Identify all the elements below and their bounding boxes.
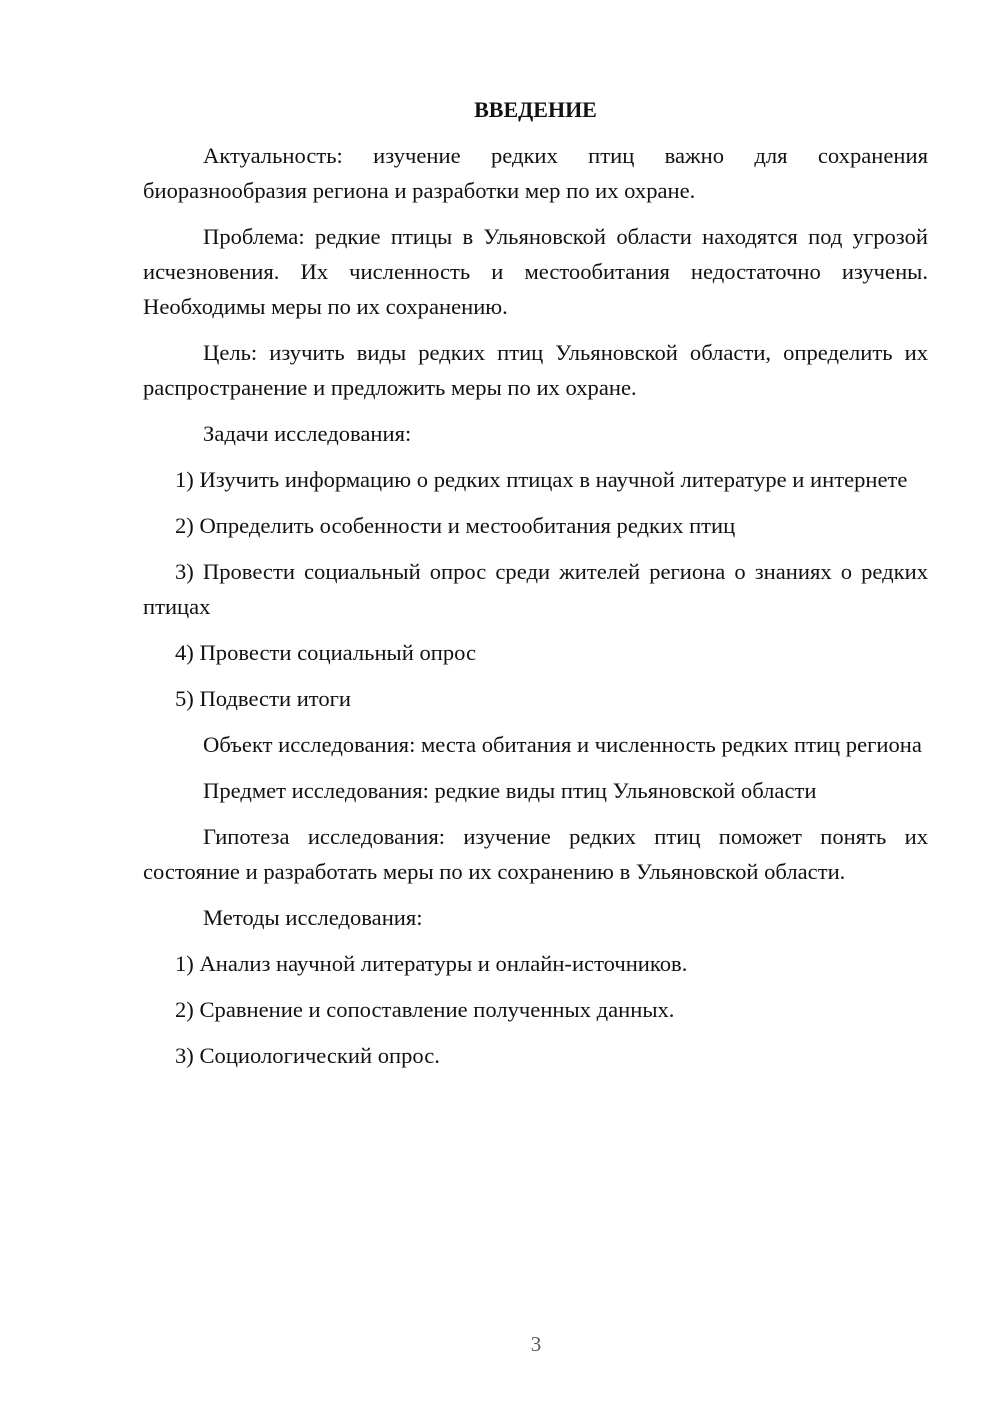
object-paragraph: Объект исследования: места обитания и численность редких птиц региона	[203, 732, 922, 757]
problem-paragraph: Проблема: редкие птицы в Ульяновской области находятся под угрозой исчезновения. Их численность и местообитания недостаточно изучены. Необходимы меры по их сохранению.	[143, 224, 928, 319]
task-item-3: 3) Провести социальный опрос среди жителей региона о знаниях о редких птицах	[143, 559, 928, 619]
method-item-3: 3) Социологический опрос.	[175, 1043, 440, 1068]
section-title: ВВЕДЕНИЕ	[474, 97, 597, 122]
task-item-4: 4) Провести социальный опрос	[175, 640, 477, 665]
method-item-2: 2) Сравнение и сопоставление полученных данных.	[175, 997, 675, 1022]
goal-paragraph: Цель: изучить виды редких птиц Ульяновской области, определить их распространение и предложить меры по их охране.	[143, 340, 928, 400]
task-item-1: 1) Изучить информацию о редких птицах в научной литературе и интернете	[175, 467, 908, 492]
subject-paragraph: Предмет исследования: редкие виды птиц Ульяновской области	[203, 778, 817, 803]
page-number: 3	[530, 1332, 542, 1356]
task-item-2: 2) Определить особенности и местообитания редких птиц	[175, 513, 736, 538]
hypothesis-paragraph: Гипотеза исследования: изучение редких птиц поможет понять их состояние и разработать меры по их сохранению в Ульяновской области.	[143, 824, 928, 884]
tasks-heading: Задачи исследования:	[203, 421, 412, 446]
task-item-5: 5) Подвести итоги	[175, 686, 352, 711]
method-item-1: 1) Анализ научной литературы и онлайн-источников.	[175, 951, 688, 976]
page-content	[143, 92, 928, 1084]
relevance-paragraph: Актуальность: изучение редких птиц важно для сохранения биоразнообразия региона и разработки мер по их охране.	[143, 143, 928, 203]
methods-heading: Методы исследования:	[203, 905, 423, 930]
